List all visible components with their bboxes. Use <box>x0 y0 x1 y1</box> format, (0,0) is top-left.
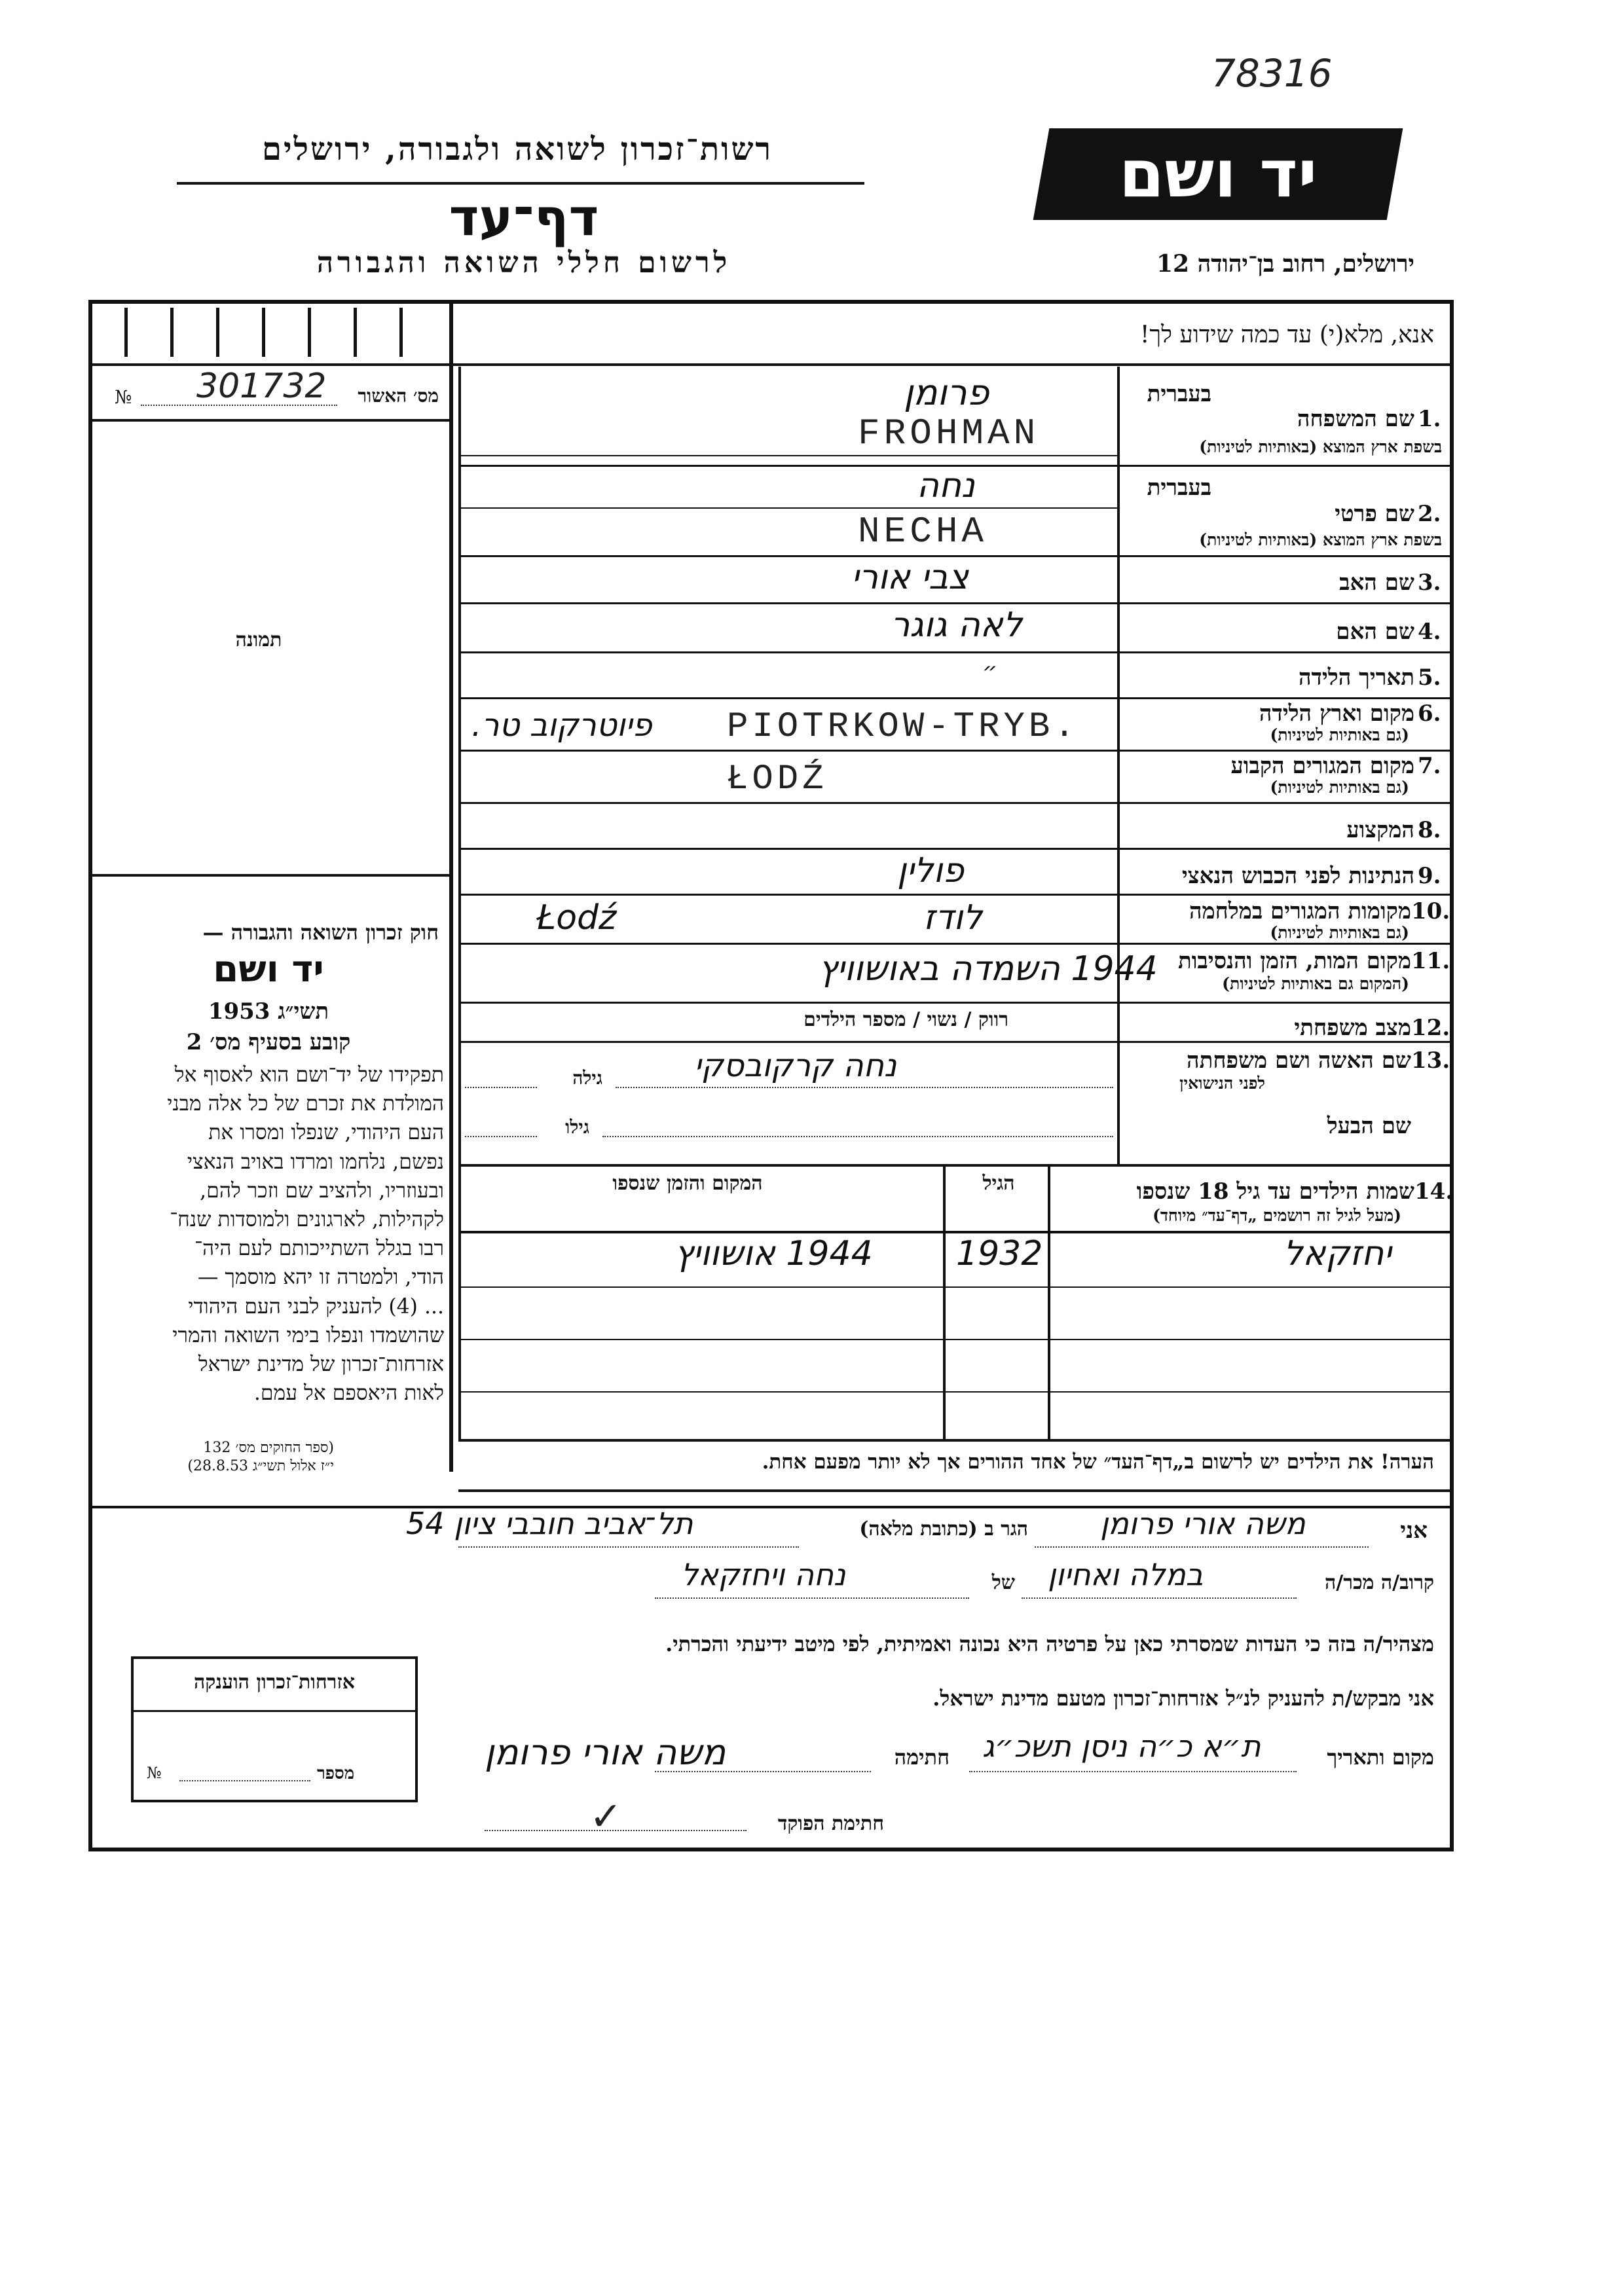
citizenship-box-sep <box>134 1710 415 1712</box>
decl-of-line <box>655 1597 969 1599</box>
authority-name: רשות־זכרון לשואה ולגבורה, ירושלים <box>261 131 773 168</box>
field-2-value-hebrew: נחה <box>917 466 975 505</box>
law-text-line: אזרחות־זכרון של מדינת ישראל <box>198 1353 444 1377</box>
field-6-sub: (גם באותיות לטיניות) <box>1270 725 1409 744</box>
cert-no-line <box>141 405 337 406</box>
note: הערה! את הילדים יש לרשום ב„דף־העד״ של אחד ההורים אך לא יותר מפעם אחת. <box>762 1450 1434 1474</box>
wife-name-line <box>616 1087 1113 1088</box>
husband-label: שם הבעל <box>1327 1113 1411 1139</box>
children-col-place-time: המקום והזמן שנספו <box>612 1172 763 1195</box>
photo-divider <box>88 874 452 877</box>
law-text-line: תפקידו של יד־ושם הוא לאסוף אל <box>174 1063 444 1087</box>
field-5-number: 5. <box>1418 665 1441 691</box>
law-reference-1: (ספר החוקים מס׳ 132 <box>203 1440 334 1456</box>
field-7-sub: (גם באותיות לטיניות) <box>1270 778 1409 797</box>
field-13-sub: לפני הנישואין <box>1179 1074 1265 1093</box>
child-1-name: יחזקאל <box>1283 1234 1392 1273</box>
child-1-place-time: 1944 אושוויץ <box>674 1234 873 1273</box>
form-subtitle: לרשום חללי השואה והגבורה <box>316 246 731 280</box>
children-row-sep <box>458 1339 1450 1340</box>
decl-relative-label: קרוב/ה מכר/ה <box>1325 1571 1434 1594</box>
field-1-value-hebrew: פרומן <box>904 372 989 413</box>
field-12-number: 12. <box>1411 1015 1450 1041</box>
children-header-sep <box>458 1231 1450 1233</box>
barcode-tick-4 <box>262 308 265 357</box>
sidebar-divider <box>449 300 453 1472</box>
field-7-value: ŁODŹ <box>727 759 828 799</box>
cert-no-symbol: № <box>115 386 132 408</box>
row-sep <box>458 697 1450 699</box>
yad-vashem-logo <box>1033 128 1403 220</box>
law-text-line: לקהילות, לארגונים ולמוסדות שנח־ <box>170 1208 444 1232</box>
officer-initials: ✓ <box>589 1794 623 1840</box>
law-text-line: ... (4) להעניק לבני העם היהודי <box>188 1294 444 1319</box>
children-col-divider-1 <box>1048 1165 1050 1440</box>
barcode-tick-3 <box>216 308 219 357</box>
field-6-value-latin: PIOTRKOW-TRYB. <box>727 707 1079 747</box>
field-2-hebrew-tag: בעברית <box>1147 475 1211 501</box>
frame-top <box>88 300 1454 304</box>
row-sep <box>458 455 1117 456</box>
barcode-tick-1 <box>124 308 128 357</box>
field-1-value-latin: FROHMAN <box>858 412 1040 454</box>
field-12-label: מצב משפחתי <box>1294 1015 1411 1041</box>
field-10-label: מקומות המגורים במלחמה <box>1189 898 1411 924</box>
row-sep <box>458 555 1450 557</box>
field-8-number: 8. <box>1418 817 1441 843</box>
field-12-options: רווק / נשוי / מספר הילדים <box>803 1008 1008 1031</box>
citizenship-box-symbol: № <box>147 1764 162 1782</box>
children-row-sep <box>458 1391 1450 1393</box>
field-4-number: 4. <box>1418 619 1441 645</box>
law-text-line: לאות היאספם אל עמם. <box>253 1381 444 1406</box>
cert-row-divider-top <box>88 363 452 366</box>
row-sep <box>458 802 1450 804</box>
instructions: אנא, מלא(י) עד כמה שידוע לך! <box>1139 321 1434 348</box>
field-8-label: המקצוע <box>1346 817 1414 843</box>
frame-left <box>88 300 92 1851</box>
children-sub: (מעל לגיל זה רושמים „דף־עד״ מיוחד) <box>1153 1206 1401 1225</box>
citizenship-box-title: אזרחות־זכרון הוענקה <box>193 1671 356 1694</box>
field-11-label: מקום המות, הזמן והנסיבות <box>1177 948 1411 974</box>
law-reference-2: י״ז אלול תשי״ג 28.8.53) <box>187 1458 334 1474</box>
law-text <box>97 1061 444 1408</box>
decl-of-label: של <box>991 1571 1015 1594</box>
field-5-value: ״ <box>982 658 998 685</box>
law-text-line: רבו בגלל השתייכותם לעם היה־ <box>194 1237 444 1261</box>
note-bottom <box>458 1489 1450 1492</box>
decl-of-value: נחה ויחזקאל <box>681 1557 846 1592</box>
logo-text: יד ושם <box>1118 136 1318 212</box>
photo-label: תמונה <box>235 629 282 651</box>
field-10-number: 10. <box>1411 898 1450 924</box>
instructions-divider <box>452 363 1450 366</box>
decl-place-date-label: מקום ותאריך <box>1327 1745 1434 1770</box>
field-2-value-latin: NECHA <box>858 511 988 553</box>
field-9-label: הנתינות לפני הכבוש הנאצי <box>1181 863 1414 889</box>
law-year: תשי״ג 1953 <box>208 998 329 1025</box>
children-row-sep <box>458 1286 1450 1288</box>
law-text-line: שהושמדו ונפלו בימי השואה והמרי <box>172 1323 444 1347</box>
row-sep <box>458 750 1450 752</box>
field-3-value: צבי אורי <box>851 558 969 597</box>
children-col-age: הגיל <box>982 1172 1015 1195</box>
field-13-number: 13. <box>1411 1048 1450 1074</box>
law-name: יד ושם <box>213 948 324 991</box>
decl-relative-line <box>1022 1597 1297 1599</box>
row-sep <box>458 1002 1450 1004</box>
label-column-divider <box>1117 367 1120 1164</box>
decl-i-line <box>1035 1546 1369 1548</box>
field-7-label: מקום המגורים הקבוע <box>1230 753 1414 779</box>
field-3-label: שם האב <box>1339 570 1414 596</box>
row-sep <box>458 943 1450 945</box>
wife-age-line <box>465 1087 537 1088</box>
barcode-tick-2 <box>170 308 174 357</box>
husband-age-label: גילו <box>565 1116 589 1138</box>
field-3-number: 3. <box>1418 570 1441 596</box>
child-1-age: 1932 <box>956 1234 1043 1273</box>
citizenship-box <box>131 1656 418 1802</box>
children-col-divider-2 <box>943 1165 946 1440</box>
field-13-label: שם האשה ושם משפחתה <box>1187 1048 1411 1074</box>
decl-address-line <box>458 1546 799 1548</box>
fields-left-border <box>458 367 461 1440</box>
frame-right <box>1450 300 1454 1851</box>
children-number: 14. <box>1414 1178 1454 1205</box>
field-13-value: נחה קרקובסקי <box>694 1048 897 1084</box>
decl-i-value: משה אורי פרומן <box>1100 1506 1306 1541</box>
field-2-sub: בשפת ארץ המוצא (באותיות לטיניות) <box>1199 530 1442 549</box>
field-11-sub: (המקום גם באותיות לטיניות) <box>1222 974 1409 993</box>
authority-underline <box>177 182 864 185</box>
field-5-label: תאריך הלידה <box>1298 665 1414 691</box>
barcode-tick-7 <box>399 308 403 357</box>
decl-i-label: אני <box>1400 1518 1428 1544</box>
field-6-label: מקום וארץ הלידה <box>1259 701 1414 727</box>
row-sep <box>458 848 1450 850</box>
law-text-line: העם היהודי, שנפלו ומסרו את <box>208 1121 444 1145</box>
form-title: דף־עד <box>449 189 599 247</box>
field-10-sub: (גם באותיות לטיניות) <box>1270 923 1409 942</box>
row-sep <box>458 651 1450 653</box>
row-sep <box>458 507 1117 509</box>
citizenship-box-number: מספר <box>317 1764 355 1783</box>
law-clause: קובע בסעיף מס׳ 2 <box>186 1029 351 1055</box>
field-9-value: פולין <box>897 851 964 890</box>
wife-age-label: גילה <box>572 1067 602 1089</box>
field-11-value: 1944 השמדה באושוויץ <box>819 949 1158 989</box>
cert-row-divider <box>88 419 452 422</box>
field-6-number: 6. <box>1418 701 1441 727</box>
children-bottom <box>458 1439 1450 1442</box>
citizenship-box-line <box>179 1780 310 1781</box>
field-10-value-latin: Łodź <box>537 898 617 938</box>
field-1-hebrew-tag: בעברית <box>1147 381 1211 407</box>
field-2-number: 2. <box>1418 501 1441 527</box>
law-text-line: המולדת את זכרם של כל אלה מבני <box>167 1092 444 1116</box>
law-title: חוק זכרון השואה והגבורה — <box>202 920 439 945</box>
field-9-number: 9. <box>1418 863 1441 889</box>
row-sep <box>458 1164 1450 1167</box>
decl-signature-line <box>655 1771 871 1772</box>
field-1-number: 1. <box>1418 406 1441 432</box>
field-11-number: 11. <box>1411 948 1450 974</box>
children-label: שמות הילדים עד גיל 18 שנספו <box>1136 1178 1414 1205</box>
law-text-line: ובעוזריו, ולהציב שם וזכר להם, <box>200 1178 444 1203</box>
law-text-line: הודי, ולמטרה זו יהא מוסמך — <box>197 1266 444 1290</box>
decl-address-value: תל־אביב חובבי ציון 54 <box>406 1506 693 1541</box>
cert-no-label: מס׳ האשור <box>358 385 439 407</box>
decl-statement: מצהיר/ה בזה כי העדות שמסרתי כאן על פרטיה היא נכונה ואמיתית, לפי מיטב ידיעתי והכרתי. <box>665 1631 1434 1656</box>
field-4-label: שם האם <box>1336 619 1414 645</box>
husband-name-line <box>602 1136 1113 1137</box>
decl-place-date-line <box>969 1771 1297 1772</box>
decl-relative-value: במלה ואחיון <box>1048 1557 1204 1592</box>
barcode-tick-5 <box>308 308 311 357</box>
row-sep <box>458 894 1450 896</box>
decl-signature-label: חתימה <box>894 1745 950 1770</box>
field-10-value-hebrew: לודז <box>923 898 983 938</box>
barcode-tick-6 <box>354 308 357 357</box>
decl-signature-value: משה אורי פרומן <box>485 1732 726 1773</box>
husband-age-line <box>465 1136 537 1137</box>
decl-officer-label: חתימת הפוקד <box>777 1812 884 1835</box>
decl-request: אני מבקש/ת להעניק לנ״ל אזרחות־זכרון מטעם מדינת ישראל. <box>932 1686 1434 1711</box>
address: ירושלים, רחוב בן־יהודה 12 <box>1156 250 1414 278</box>
row-sep <box>458 602 1450 604</box>
field-2-label: שם פרטי <box>1335 501 1414 527</box>
field-4-value: לאה גוגר <box>891 606 1023 645</box>
frame-bottom <box>88 1848 1454 1851</box>
row-sep <box>458 1041 1450 1043</box>
law-text-line: נפשם, נלחמו ומרדו באויב הנאצי <box>187 1150 444 1174</box>
field-6-value-hebrew: פיוטרקוב טר. <box>471 707 652 744</box>
field-1-label: שם המשפחה <box>1297 406 1414 432</box>
decl-place-date-value: ת״א כ״ה ניסן תשכ״ג <box>982 1728 1261 1764</box>
cert-no-value: 301732 <box>196 367 327 406</box>
field-7-number: 7. <box>1418 753 1441 779</box>
reference-number: 78316 <box>1211 51 1333 96</box>
field-1-sub: בשפת ארץ המוצא (באותיות לטיניות) <box>1199 437 1442 456</box>
decl-resides-label: הגר ב (כתובת מלאה) <box>859 1518 1028 1540</box>
